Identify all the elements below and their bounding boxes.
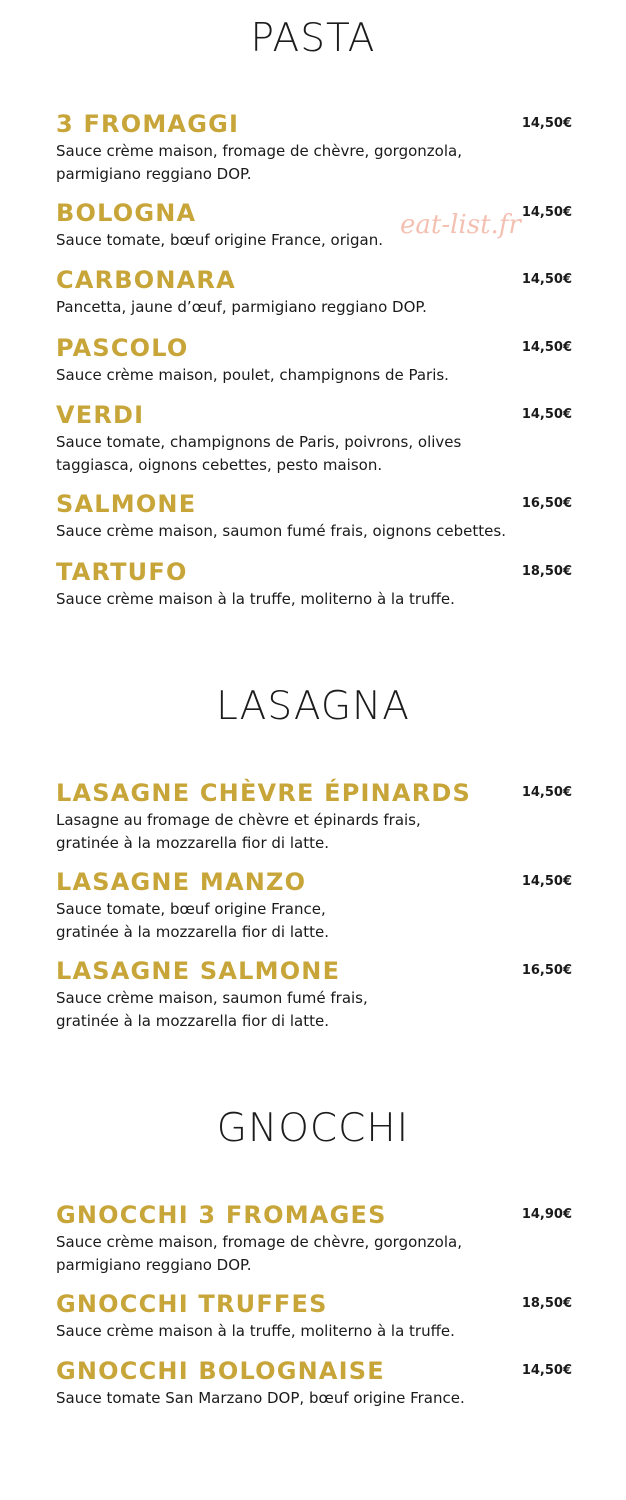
item-description: Sauce crème maison à la truffe, moliterno à la truffe.	[56, 590, 455, 608]
item-price: 18,50€	[521, 1296, 572, 1311]
item-name: VERDI	[56, 401, 145, 429]
item-name: CARBONARA	[56, 266, 236, 294]
menu-item-lasagne-manzo	[56, 868, 576, 944]
item-description: Sauce tomate, champignons de Paris, poivrons, olives taggiasca, oignons cebettes, pesto maison.	[56, 433, 462, 474]
item-price: 14,50€	[521, 116, 572, 131]
item-price: 14,50€	[521, 340, 572, 355]
item-name: LASAGNE CHÈVRE ÉPINARDS	[56, 779, 472, 807]
item-name: GNOCCHI TRUFFES	[56, 1290, 328, 1318]
item-price: 14,50€	[521, 205, 572, 220]
item-name: BOLOGNA	[56, 199, 197, 227]
item-description: Sauce crème maison, fromage de chèvre, gorgonzola, parmigiano reggiano DOP.	[56, 142, 462, 183]
section-title-gnocchi: GNOCCHI	[216, 1106, 410, 1151]
item-description: Lasagne au fromage de chèvre et épinards frais, gratinée à la mozzarella fior di latte.	[56, 811, 421, 852]
item-name: LASAGNE SALMONE	[56, 957, 341, 985]
menu-item-gnocchi-3-fromages	[56, 1201, 576, 1277]
item-price: 14,90€	[521, 1207, 572, 1222]
menu-item-pascolo	[56, 334, 576, 387]
item-price: 14,50€	[521, 407, 572, 422]
item-name: GNOCCHI 3 FROMAGES	[56, 1201, 387, 1229]
menu-item-3-fromaggi	[56, 110, 576, 186]
item-name: TARTUFO	[56, 558, 188, 586]
item-description: Sauce crème maison, saumon fumé frais, gratinée à la mozzarella fior di latte.	[56, 989, 368, 1030]
item-description: Pancetta, jaune d’œuf, parmigiano reggiano DOP.	[56, 298, 427, 316]
menu-item-carbonara	[56, 266, 576, 319]
menu-item-lasagne-salmone	[56, 957, 576, 1033]
watermark-text: eat-list.fr	[400, 210, 521, 240]
menu-item-lasagne-chevre-epinards	[56, 779, 576, 855]
item-name: LASAGNE MANZO	[56, 868, 307, 896]
item-price: 14,50€	[521, 785, 572, 800]
item-description: Sauce crème maison, fromage de chèvre, gorgonzola, parmigiano reggiano DOP.	[56, 1233, 462, 1274]
section-title-pasta: PASTA	[250, 16, 376, 61]
item-price: 16,50€	[521, 963, 572, 978]
item-price: 18,50€	[521, 564, 572, 579]
item-price: 14,50€	[521, 874, 572, 889]
item-description: Sauce tomate, bœuf origine France, gratinée à la mozzarella fior di latte.	[56, 900, 329, 941]
item-description: Sauce tomate San Marzano DOP, bœuf origine France.	[56, 1389, 465, 1407]
item-price: 14,50€	[521, 272, 572, 287]
item-price: 16,50€	[521, 496, 572, 511]
menu-item-tartufo	[56, 558, 576, 611]
menu-item-gnocchi-truffes	[56, 1290, 576, 1343]
item-price: 14,50€	[521, 1363, 572, 1378]
item-name: GNOCCHI BOLOGNAISE	[56, 1357, 385, 1385]
item-name: 3 FROMAGGI	[56, 110, 240, 138]
section-title-lasagna: LASAGNA	[216, 684, 410, 729]
item-description: Sauce crème maison, saumon fumé frais, oignons cebettes.	[56, 522, 506, 540]
item-description: Sauce crème maison à la truffe, moliterno à la truffe.	[56, 1322, 455, 1340]
item-name: SALMONE	[56, 490, 197, 518]
item-description: Sauce tomate, bœuf origine France, origan.	[56, 231, 384, 249]
menu-item-verdi	[56, 401, 576, 477]
item-description: Sauce crème maison, poulet, champignons de Paris.	[56, 366, 449, 384]
item-name: PASCOLO	[56, 334, 189, 362]
menu-item-salmone	[56, 490, 576, 543]
menu-item-gnocchi-bolognaise	[56, 1357, 576, 1410]
